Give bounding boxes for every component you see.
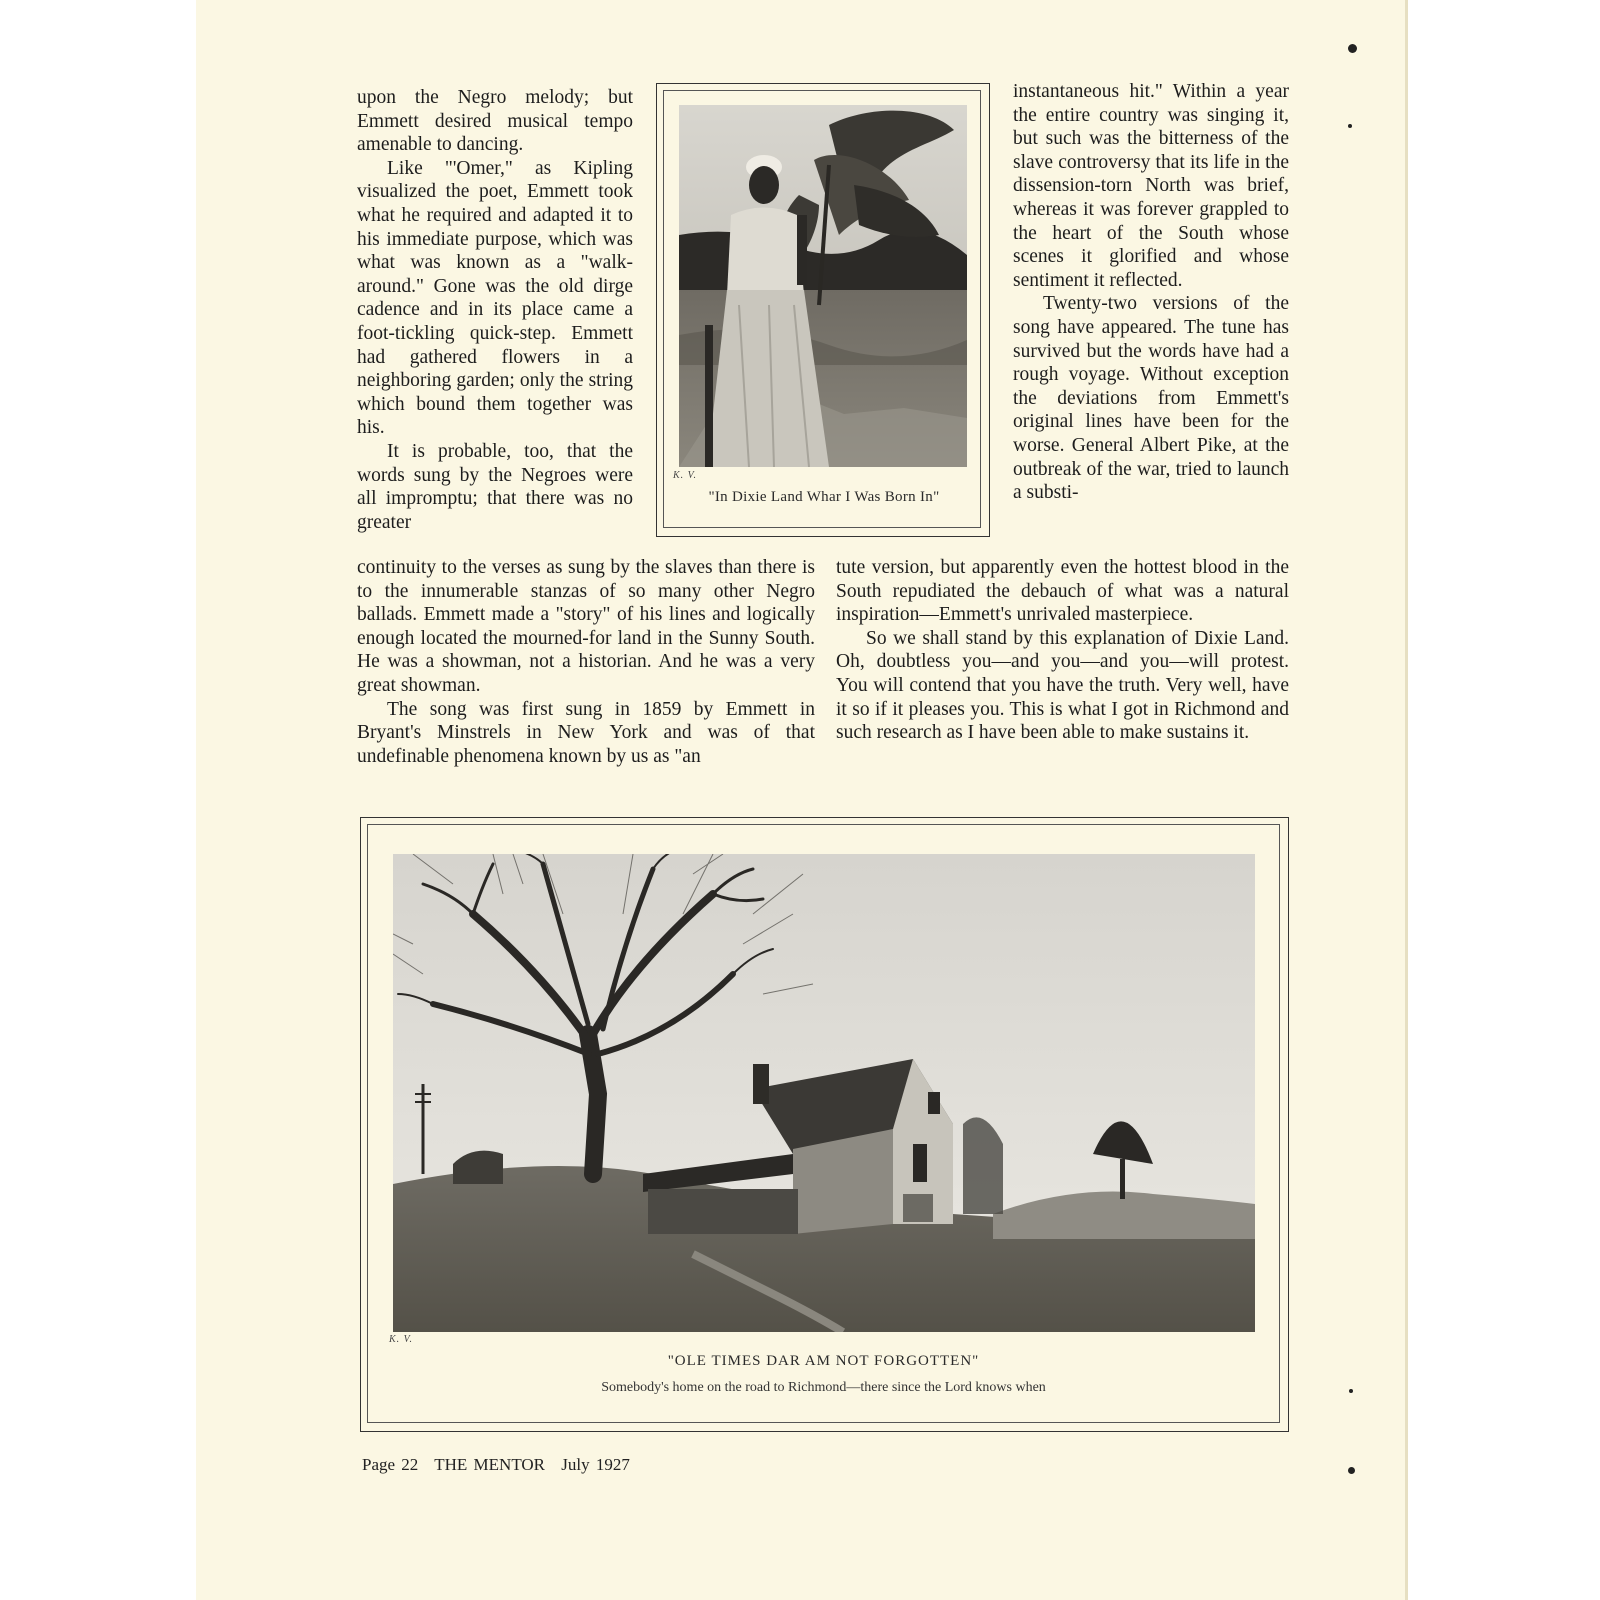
paragraph: The song was first sung in 1859 by Emmett in Bryant's Minstrels in New York and was of that undefinable phenomena known by us as "an xyxy=(357,698,815,767)
paragraph: It is probable, too, that the words sung by the Negroes were all impromptu; that there was no greater xyxy=(357,440,633,533)
paragraph: So we shall stand by this explanation of Dixie Land. Oh, doubtless you—and you—and you—will protest. You will contend that you have the truth. Very well, have it so if it pleases you. This is what I got in Richmond and such research as I have been able to make sustains it. xyxy=(836,627,1289,744)
paragraph: tute version, but apparently even the hottest blood in the South repudiated the debauch of what was a natural inspiration—Emmett's unrivaled masterpiece. xyxy=(836,557,1289,626)
page-speck xyxy=(1349,1389,1353,1393)
old-house-photo xyxy=(393,854,1255,1332)
photo-caption-title: "OLE TIMES DAR AM NOT FORGOTTEN" xyxy=(667,1353,980,1369)
photo-credit: K. V. xyxy=(389,1334,413,1345)
issue-date: July 1927 xyxy=(561,1455,630,1474)
top-photo-frame xyxy=(656,83,990,537)
page-footer xyxy=(362,1455,640,1475)
woman-with-tobacco-leaves-photo xyxy=(679,105,967,467)
page-speck xyxy=(1348,124,1352,128)
photo-credit: K. V. xyxy=(673,470,697,481)
article-column-right-bottom xyxy=(836,556,1289,745)
bottom-photo-frame xyxy=(360,817,1289,1432)
page-number: Page 22 xyxy=(362,1455,419,1474)
paragraph: Twenty-two versions of the song have appeared. The tune has survived but the words have had a rough voyage. Without exception the deviations from Emmett's original lines have been for the worse. General Albert Pike, at the outbreak of the war, tried to launch a substi- xyxy=(1013,293,1289,504)
photo-caption: "In Dixie Land Whar I Was Born In" xyxy=(708,489,940,505)
paragraph: continuity to the verses as sung by the slaves than there is to the innumerable stanzas of so many other Negro ballads. Emmett made a "story" of his lines and logically enough located the mourned-for land in the Sunny South. He was a showman, not a historian. And he was a very great showman. xyxy=(357,557,815,696)
magazine-name: THE MENTOR xyxy=(434,1455,546,1474)
punch-hole-mark xyxy=(1348,44,1357,53)
photo-caption-subtitle: Somebody's home on the road to Richmond—there since the Lord knows when xyxy=(601,1380,1046,1395)
article-column-right-top xyxy=(1013,80,1289,505)
paragraph: instantaneous hit." Within a year the entire country was singing it, but such was the bitterness of the slave controversy that its life in the dissension-torn North was brief, whereas it was forever grappled to the heart of the South whose scenes it glorified and whose sentiment it reflected. xyxy=(1013,81,1289,291)
punch-hole-mark xyxy=(1348,1467,1355,1474)
paragraph: upon the Negro melody; but Emmett desired musical tempo amenable to dancing. xyxy=(357,87,633,156)
paragraph: Like "'Omer," as Kipling visualized the poet, Emmett took what he required and adapted it to his immediate purpose, which was what was known as a "walk-around." Gone was the old dirge cadence and in its place came a foot-tickling quick-step. Emmett had gathered flowers in a neighboring garden; only the string which bound them together was his. xyxy=(357,157,633,439)
article-column-left-bottom xyxy=(357,556,815,768)
article-column-left-top xyxy=(357,86,633,534)
